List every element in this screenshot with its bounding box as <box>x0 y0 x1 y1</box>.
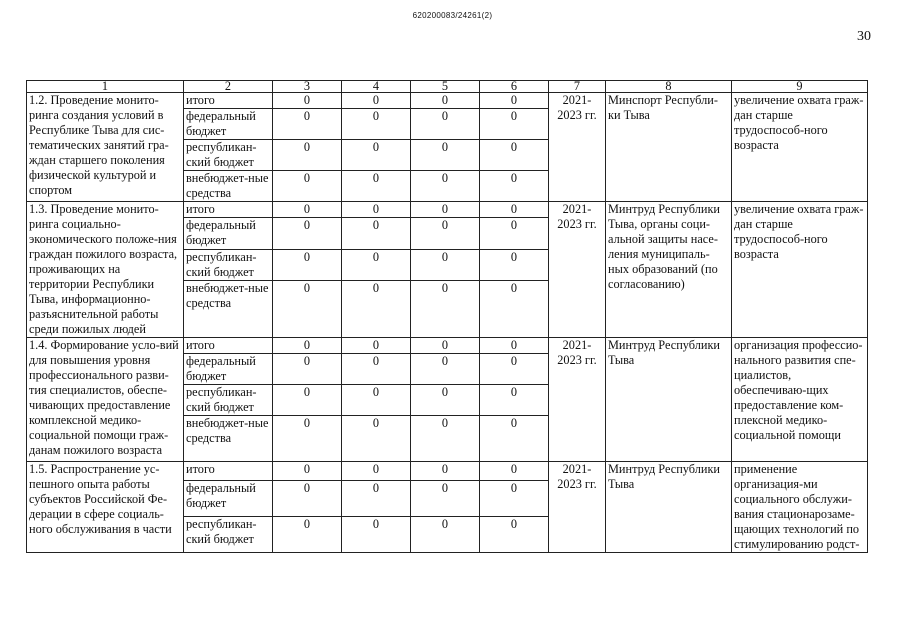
column-number: 6 <box>480 81 549 93</box>
funding-value-cell: 0 <box>342 462 411 481</box>
column-number-row <box>27 81 868 93</box>
period-cell: 2021-2023 гг. <box>549 93 606 202</box>
column-number: 4 <box>342 81 411 93</box>
period-cell: 2021-2023 гг. <box>549 338 606 462</box>
result-cell: применение организация-ми социального обслужи-вания стационарозаме-щающих технологий по стимулированию родст- <box>732 462 868 553</box>
funding-value-cell: 0 <box>411 218 480 249</box>
table-body <box>27 81 868 553</box>
activity-cell: 1.5. Распространение ус-пешного опыта работы субъектов Российской Фе-дерации в сфере социаль-ного обслуживания в части <box>27 462 184 553</box>
column-number: 9 <box>732 81 868 93</box>
funding-source-cell: внебюджет-ные средства <box>184 416 273 462</box>
funding-value-cell: 0 <box>480 218 549 249</box>
funding-value-cell: 0 <box>342 354 411 385</box>
period-cell: 2021-2023 гг. <box>549 202 606 338</box>
result-cell: увеличение охвата граж-дан старше трудоспособ-ного возраста <box>732 93 868 202</box>
funding-value-cell: 0 <box>411 338 480 354</box>
column-number: 5 <box>411 81 480 93</box>
funding-source-cell: федеральный бюджет <box>184 480 273 516</box>
funding-value-cell: 0 <box>480 109 549 140</box>
funding-source-cell: федеральный бюджет <box>184 218 273 249</box>
funding-value-cell: 0 <box>411 249 480 280</box>
executor-cell: Минтруд Республики Тыва <box>606 462 732 553</box>
funding-value-cell: 0 <box>342 281 411 338</box>
funding-value-cell: 0 <box>273 140 342 171</box>
funding-value-cell: 0 <box>411 140 480 171</box>
funding-value-cell: 0 <box>342 202 411 218</box>
funding-value-cell: 0 <box>411 202 480 218</box>
funding-source-cell: федеральный бюджет <box>184 354 273 385</box>
funding-value-cell: 0 <box>411 416 480 462</box>
funding-value-cell: 0 <box>480 93 549 109</box>
result-cell: организация профессио-нального развития спе-циалистов, обеспечиваю-щих предоставление ком-плексной медико-социальной помощи <box>732 338 868 462</box>
executor-cell: Минспорт Республи-ки Тыва <box>606 93 732 202</box>
funding-value-cell: 0 <box>273 109 342 140</box>
funding-value-cell: 0 <box>342 171 411 202</box>
activity-cell: 1.3. Проведение монито-ринга социально-экономического положе-ния граждан пожилого возраста, проживающих на территории Республики Тыва, информационно-разъяснительной работы среди пожилых людей <box>27 202 184 338</box>
period-cell: 2021-2023 гг. <box>549 462 606 553</box>
funding-source-cell: итого <box>184 202 273 218</box>
funding-source-cell: внебюджет-ные средства <box>184 281 273 338</box>
funding-value-cell: 0 <box>273 171 342 202</box>
funding-value-cell: 0 <box>273 281 342 338</box>
column-number: 7 <box>549 81 606 93</box>
funding-value-cell: 0 <box>342 385 411 416</box>
funding-value-cell: 0 <box>273 462 342 481</box>
funding-value-cell: 0 <box>480 140 549 171</box>
funding-value-cell: 0 <box>273 416 342 462</box>
funding-value-cell: 0 <box>342 480 411 516</box>
table-row <box>27 202 868 218</box>
funding-value-cell: 0 <box>273 202 342 218</box>
funding-value-cell: 0 <box>273 354 342 385</box>
column-number: 8 <box>606 81 732 93</box>
funding-value-cell: 0 <box>480 385 549 416</box>
funding-value-cell: 0 <box>273 338 342 354</box>
funding-value-cell: 0 <box>342 109 411 140</box>
funding-source-cell: республикан-ский бюджет <box>184 385 273 416</box>
funding-value-cell: 0 <box>411 171 480 202</box>
executor-cell: Минтруд Республики Тыва <box>606 338 732 462</box>
funding-value-cell: 0 <box>480 202 549 218</box>
page-number: 30 <box>857 29 871 44</box>
funding-value-cell: 0 <box>342 516 411 552</box>
funding-source-cell: республикан-ский бюджет <box>184 140 273 171</box>
funding-value-cell: 0 <box>273 516 342 552</box>
table-row <box>27 462 868 481</box>
funding-source-cell: итого <box>184 338 273 354</box>
activities-table <box>26 80 868 553</box>
funding-value-cell: 0 <box>480 516 549 552</box>
funding-value-cell: 0 <box>411 354 480 385</box>
funding-value-cell: 0 <box>480 281 549 338</box>
funding-value-cell: 0 <box>411 93 480 109</box>
funding-source-cell: федеральный бюджет <box>184 109 273 140</box>
document-id: 620200083/24261(2) <box>412 11 493 20</box>
funding-value-cell: 0 <box>273 218 342 249</box>
funding-value-cell: 0 <box>342 93 411 109</box>
funding-value-cell: 0 <box>342 218 411 249</box>
funding-value-cell: 0 <box>342 249 411 280</box>
activity-cell: 1.2. Проведение монито-ринга создания условий в Республике Тыва для сис-тематических занятий гра-ждан старшего поколения физической культурой и спортом <box>27 93 184 202</box>
funding-value-cell: 0 <box>480 462 549 481</box>
funding-value-cell: 0 <box>411 462 480 481</box>
funding-source-cell: итого <box>184 462 273 481</box>
funding-value-cell: 0 <box>342 416 411 462</box>
funding-value-cell: 0 <box>273 385 342 416</box>
column-number: 1 <box>27 81 184 93</box>
funding-source-cell: республикан-ский бюджет <box>184 249 273 280</box>
funding-value-cell: 0 <box>273 249 342 280</box>
funding-value-cell: 0 <box>273 93 342 109</box>
funding-value-cell: 0 <box>480 416 549 462</box>
column-number: 3 <box>273 81 342 93</box>
funding-value-cell: 0 <box>411 281 480 338</box>
funding-value-cell: 0 <box>411 516 480 552</box>
funding-value-cell: 0 <box>480 338 549 354</box>
funding-source-cell: внебюджет-ные средства <box>184 171 273 202</box>
funding-source-cell: итого <box>184 93 273 109</box>
column-number: 2 <box>184 81 273 93</box>
funding-value-cell: 0 <box>480 249 549 280</box>
funding-value-cell: 0 <box>411 480 480 516</box>
funding-value-cell: 0 <box>411 109 480 140</box>
funding-value-cell: 0 <box>411 385 480 416</box>
funding-source-cell: республикан-ский бюджет <box>184 516 273 552</box>
funding-value-cell: 0 <box>480 354 549 385</box>
result-cell: увеличение охвата граж-дан старше трудоспособ-ного возраста <box>732 202 868 338</box>
table-row <box>27 93 868 109</box>
funding-value-cell: 0 <box>342 140 411 171</box>
funding-value-cell: 0 <box>273 480 342 516</box>
funding-value-cell: 0 <box>480 171 549 202</box>
table-row <box>27 338 868 354</box>
funding-value-cell: 0 <box>480 480 549 516</box>
funding-value-cell: 0 <box>342 338 411 354</box>
activity-cell: 1.4. Формирование усло-вий для повышения уровня профессионального разви-тия специалистов, обеспе-чивающих предоставление комплексной медико-социальной помощи граж-данам пожилого возраста <box>27 338 184 462</box>
executor-cell: Минтруд Республики Тыва, органы соци-альной защиты насе-ления муниципаль-ных образований (по согласованию) <box>606 202 732 338</box>
